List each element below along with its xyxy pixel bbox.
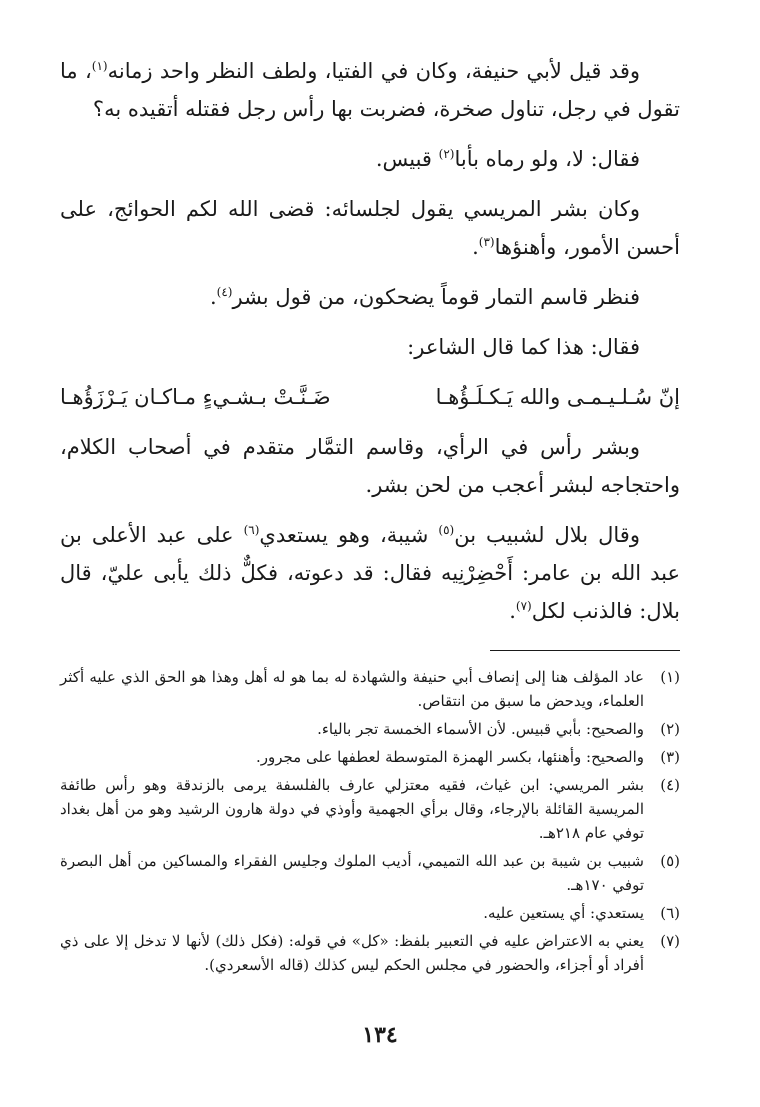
verse-first-hemistich: إنّ سُـلـيـمـى والله يَـكـلَـؤُهـا (435, 385, 680, 409)
page-number: ١٣٤ (362, 1022, 398, 1048)
footnote-ref-5: (٥) (438, 523, 455, 537)
footnote-item: (٢) والصحيح: بأبي قبيس. لأن الأسماء الخمسة تجر بالياء. (317, 720, 680, 738)
footnote-ref-7: (٧) (515, 599, 532, 613)
footnote-ref-4: (٤) (216, 285, 233, 299)
poem-verse (60, 378, 680, 416)
footnote-item: (٤) بشر المريسي: ابن غياث، فقيه معتزلي عارف بالفلسفة يرمى بالزندقة وهو رأس طائفة المريسية القائلة بالإرجاء، وقال برأي الجهمية وأوذي في دولة هارون الرشيد وهو من أهل بغداد توفي عام ٢١٨هـ. (60, 776, 680, 842)
paragraph-7: وقال بلال لشبيب بن$^{(٥)}$ شيبة، وهو يستعدي$^{(٦)}$ على عبد الأعلى بن عبد الله بن عامر: أَحْضِرْنِيه فقال: قد دعوته، فكلٌّ ذلك يأبى عليّ، قال بلال: فالذنب لكل$^{(٧)}$. (60, 523, 680, 623)
paragraph-1: وقد قيل لأبي حنيفة، وكان في الفتيا، ولطف النظر واحد زمانه$^{(١)}$، ما تقول في رجل، تناول صخرة، فضربت بها رأس رجل فقتله أتقيده به؟ (60, 59, 680, 121)
paragraph-6: وبشر رأس في الرأي، وقاسم التمَّار متقدم في أصحاب الكلام، واحتجاجه لبشر أعجب من لحن بشر. (60, 435, 680, 497)
footnotes (60, 665, 680, 977)
paragraph-3: وكان بشر المريسي يقول لجلسائه: قضى الله لكم الحوائج، على أحسن الأمور، وأهنؤها$^{(٣)}$. (60, 197, 680, 259)
footnote-item: (٥) شبيب بن شيبة بن عبد الله التميمي، أديب الملوك وجليس الفقراء والمساكين من أهل البصرة توفي ١٧٠هـ. (60, 852, 680, 894)
paragraph-4: فنظر قاسم التمار قوماً يضحكون، من قول بشر$^{(٤)}$. (209, 285, 640, 309)
paragraph-2: فقال: لا، ولو رماه بأبا$^{(٢)}$ قبيس. (375, 147, 640, 171)
footnote-ref-6: (٦) (243, 523, 260, 537)
footnote-item: (٣) والصحيح: وأهنئها، بكسر الهمزة المتوسطة لعطفها على مجرور. (255, 748, 680, 766)
footnote-ref-3: (٣) (478, 235, 495, 249)
footnote-item: (٦) يستعدي: أي يستعين عليه. (483, 904, 680, 922)
footnote-item: (٧) يعني به الاعتراض عليه في التعبير بلفظ: «كل» في قوله: (فكل ذلك) لأنها لا تدخل إلا على ذي أفراد أو أجزاء، والحضور في مجلس الحكم ليس كذلك (قاله الأسعردي). (60, 932, 680, 974)
paragraph-5: فقال: هذا كما قال الشاعر: (407, 335, 640, 359)
footnote-item: (١) عاد المؤلف هنا إلى إنصاف أبي حنيفة والشهادة له بما هو له أهل وهذا هو الحق الذي عليه أكثر العلماء، ويدحض ما سبق من انتقاص. (60, 668, 680, 710)
footnote-ref-2: (٢) (438, 147, 455, 161)
page-body (60, 52, 680, 981)
verse-second-hemistich: ضَـنَّـتْ بـشـيءٍ مـاكـان يَـرْزَؤُهـا (60, 385, 331, 409)
footnote-divider (490, 650, 680, 651)
footnote-ref-1: (١) (91, 59, 108, 73)
